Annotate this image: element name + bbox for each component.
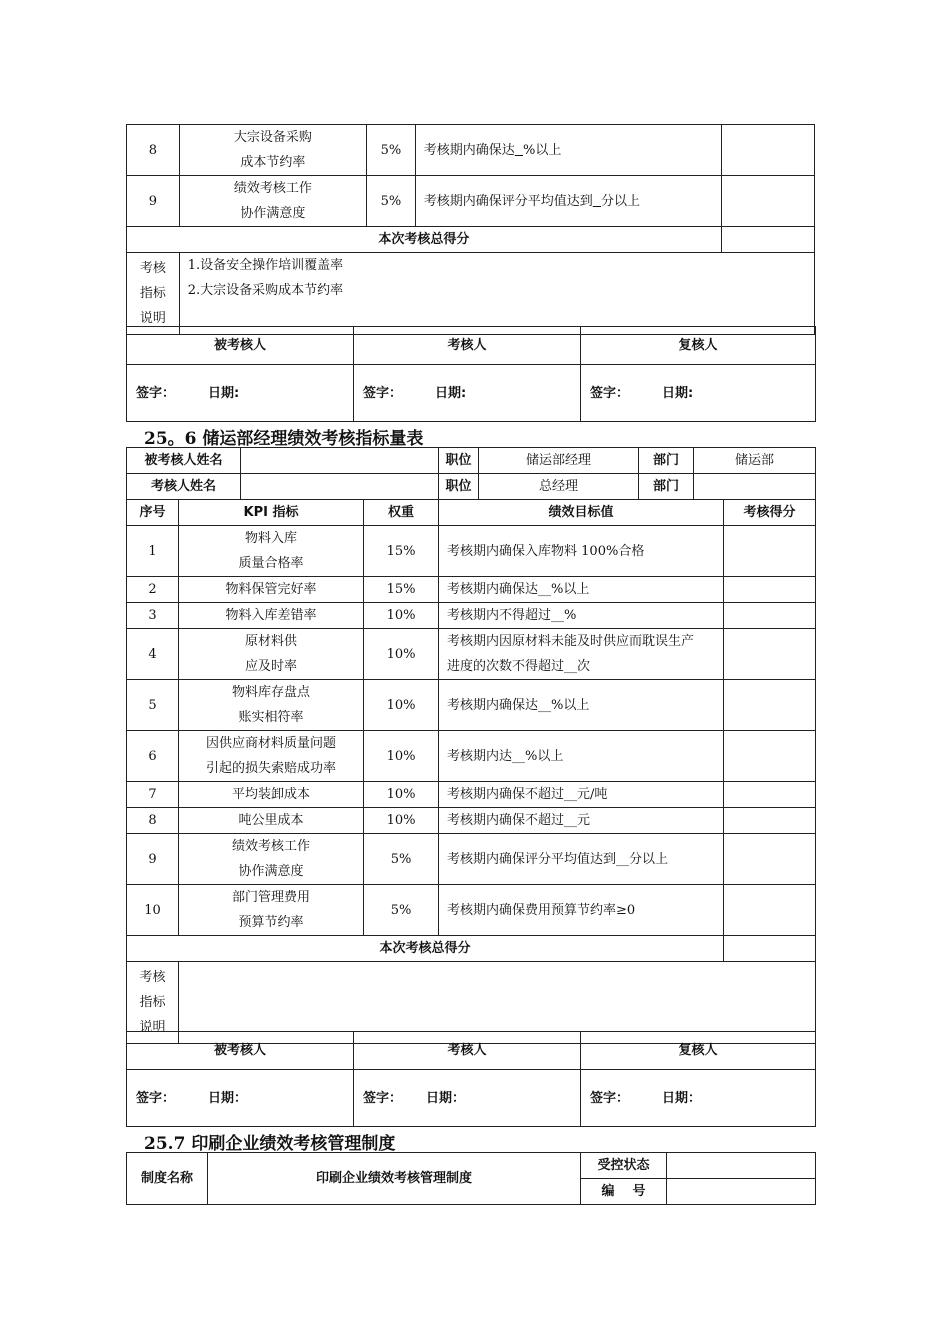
examiner-name-value[interactable] — [241, 474, 439, 500]
kpi-target: 考核期内确保不超过__元/吨 — [439, 782, 724, 808]
kpi-target: 考核期内确保不超过__元 — [439, 808, 724, 834]
reviewer-header: 复核人 — [581, 327, 816, 365]
row-number: 10 — [127, 885, 179, 936]
kpi-weight: 10% — [364, 808, 439, 834]
reviewer-signature[interactable]: 签字： 日期: — [581, 365, 816, 422]
reviewer-header: 复核人 — [581, 1032, 816, 1070]
row-number: 5 — [127, 680, 179, 731]
kpi-weight: 10% — [364, 629, 439, 680]
info-row — [127, 448, 816, 474]
row-number: 3 — [127, 603, 179, 629]
row-number: 2 — [127, 577, 179, 603]
table-row — [127, 629, 816, 680]
examiner-dept[interactable] — [694, 474, 816, 500]
system-table — [126, 1152, 816, 1205]
score-cell[interactable] — [724, 731, 816, 782]
table-row — [127, 885, 816, 936]
kpi-name: 物料入库差错率 — [179, 603, 364, 629]
table-row — [127, 125, 815, 176]
kpi-target: 考核期内确保达 %以上 — [415, 125, 721, 176]
total-row — [127, 936, 816, 962]
examiner-header: 考核人 — [354, 327, 581, 365]
reviewer-signature[interactable]: 签字： 日期： — [581, 1070, 816, 1127]
row-number: 7 — [127, 782, 179, 808]
row-number: 9 — [127, 176, 180, 227]
kpi-name: 绩效考核工作 协作满意度 — [179, 834, 364, 885]
examiner-signature[interactable]: 签字： 日期: — [354, 365, 581, 422]
examinee-dept: 储运部 — [694, 448, 816, 474]
kpi-target: 考核期内确保入库物料 100%合格 — [439, 526, 724, 577]
kpi-table-continued — [126, 124, 815, 335]
examinee-name-value[interactable] — [241, 448, 439, 474]
examinee-signature[interactable]: 签字： 日期: — [127, 365, 354, 422]
table-row — [127, 176, 815, 227]
position-label: 职位 — [439, 448, 479, 474]
kpi-target: 考核期内确保达__%以上 — [439, 680, 724, 731]
score-cell[interactable] — [724, 629, 816, 680]
total-score-cell[interactable] — [724, 936, 816, 962]
examinee-signature[interactable]: 签字： 日期： — [127, 1070, 354, 1127]
score-cell[interactable] — [724, 834, 816, 885]
description-label: 考核 指标 说明 — [127, 962, 179, 1044]
table-row — [127, 526, 816, 577]
kpi-name: 绩效考核工作 协作满意度 — [179, 176, 366, 227]
kpi-target: 考核期内因原材料未能及时供应而耽误生产 进度的次数不得超过__次 — [439, 629, 724, 680]
kpi-weight: 5% — [364, 885, 439, 936]
examinee-name-label: 被考核人姓名 — [127, 448, 241, 474]
table-row — [127, 680, 816, 731]
examinee-header: 被考核人 — [127, 327, 354, 365]
kpi-weight: 15% — [364, 526, 439, 577]
control-status-label: 受控状态 — [581, 1153, 667, 1179]
col-header-target: 绩效目标值 — [439, 500, 724, 526]
table-row — [127, 577, 816, 603]
table-row — [127, 782, 816, 808]
dept-label: 部门 — [639, 448, 694, 474]
kpi-weight: 10% — [364, 680, 439, 731]
section-title: 25.7 印刷企业绩效考核管理制度 — [144, 1134, 396, 1154]
kpi-weight: 5% — [364, 834, 439, 885]
examinee-header: 被考核人 — [127, 1032, 354, 1070]
header-row — [127, 500, 816, 526]
score-cell[interactable] — [724, 577, 816, 603]
kpi-weight: 10% — [364, 731, 439, 782]
kpi-weight: 5% — [367, 125, 416, 176]
examiner-signature[interactable]: 签字： 日期： — [354, 1070, 581, 1127]
control-status-value[interactable] — [667, 1153, 816, 1179]
row-number: 1 — [127, 526, 179, 577]
total-score-cell[interactable] — [721, 227, 814, 253]
row-number: 4 — [127, 629, 179, 680]
examiner-name-label: 考核人姓名 — [127, 474, 241, 500]
total-row — [127, 227, 815, 253]
description-content: 1.设备安全操作培训覆盖率 2.大宗设备采购成本节约率 — [179, 253, 814, 335]
col-header-kpi: KPI 指标 — [179, 500, 364, 526]
signature-table-2 — [126, 1031, 816, 1127]
kpi-name: 大宗设备采购 成本节约率 — [179, 125, 366, 176]
score-cell[interactable] — [724, 782, 816, 808]
kpi-name: 原材料供 应及时率 — [179, 629, 364, 680]
examinee-position: 储运部经理 — [479, 448, 639, 474]
kpi-name: 因供应商材料质量问题 引起的损失索赔成功率 — [179, 731, 364, 782]
examiner-position: 总经理 — [479, 474, 639, 500]
total-score-label: 本次考核总得分 — [127, 227, 722, 253]
kpi-target: 考核期内不得超过__% — [439, 603, 724, 629]
score-cell[interactable] — [724, 680, 816, 731]
row-number: 9 — [127, 834, 179, 885]
kpi-weight: 10% — [364, 603, 439, 629]
kpi-name: 物料保管完好率 — [179, 577, 364, 603]
col-header-score: 考核得分 — [724, 500, 816, 526]
table-row — [127, 808, 816, 834]
kpi-name: 平均装卸成本 — [179, 782, 364, 808]
kpi-weight: 10% — [364, 782, 439, 808]
kpi-target: 考核期内确保评分平均值达到__分以上 — [439, 834, 724, 885]
dept-label: 部门 — [639, 474, 694, 500]
section-title: 25。6 储运部经理绩效考核指标量表 — [144, 429, 424, 449]
row-number: 8 — [127, 125, 180, 176]
description-row — [127, 253, 815, 335]
total-score-label: 本次考核总得分 — [127, 936, 724, 962]
kpi-target: 考核期内确保费用预算节约率≥0 — [439, 885, 724, 936]
row-number: 6 — [127, 731, 179, 782]
col-header-no: 序号 — [127, 500, 179, 526]
examiner-header: 考核人 — [354, 1032, 581, 1070]
score-cell[interactable] — [724, 526, 816, 577]
table-row — [127, 731, 816, 782]
kpi-name: 物料库存盘点 账实相符率 — [179, 680, 364, 731]
position-label: 职位 — [439, 474, 479, 500]
kpi-table — [126, 447, 816, 1044]
description-label: 考核 指标 说明 — [127, 253, 180, 335]
score-cell[interactable] — [724, 808, 816, 834]
kpi-name: 部门管理费用 预算节约率 — [179, 885, 364, 936]
table-row — [127, 834, 816, 885]
number-value[interactable] — [667, 1179, 816, 1205]
row-number: 8 — [127, 808, 179, 834]
col-header-weight: 权重 — [364, 500, 439, 526]
kpi-target: 考核期内确保评分平均值达到 分以上 — [415, 176, 721, 227]
kpi-weight: 5% — [367, 176, 416, 227]
kpi-target: 考核期内达__%以上 — [439, 731, 724, 782]
table-row — [127, 603, 816, 629]
info-row — [127, 474, 816, 500]
kpi-target: 考核期内确保达__%以上 — [439, 577, 724, 603]
score-cell[interactable] — [721, 125, 814, 176]
number-label: 编 号 — [581, 1179, 667, 1205]
kpi-weight: 15% — [364, 577, 439, 603]
kpi-name: 吨公里成本 — [179, 808, 364, 834]
system-name-label: 制度名称 — [127, 1153, 208, 1205]
kpi-name: 物料入库 质量合格率 — [179, 526, 364, 577]
score-cell[interactable] — [724, 885, 816, 936]
signature-table-1 — [126, 326, 816, 422]
system-name-value: 印刷企业绩效考核管理制度 — [208, 1153, 581, 1205]
score-cell[interactable] — [724, 603, 816, 629]
score-cell[interactable] — [721, 176, 814, 227]
